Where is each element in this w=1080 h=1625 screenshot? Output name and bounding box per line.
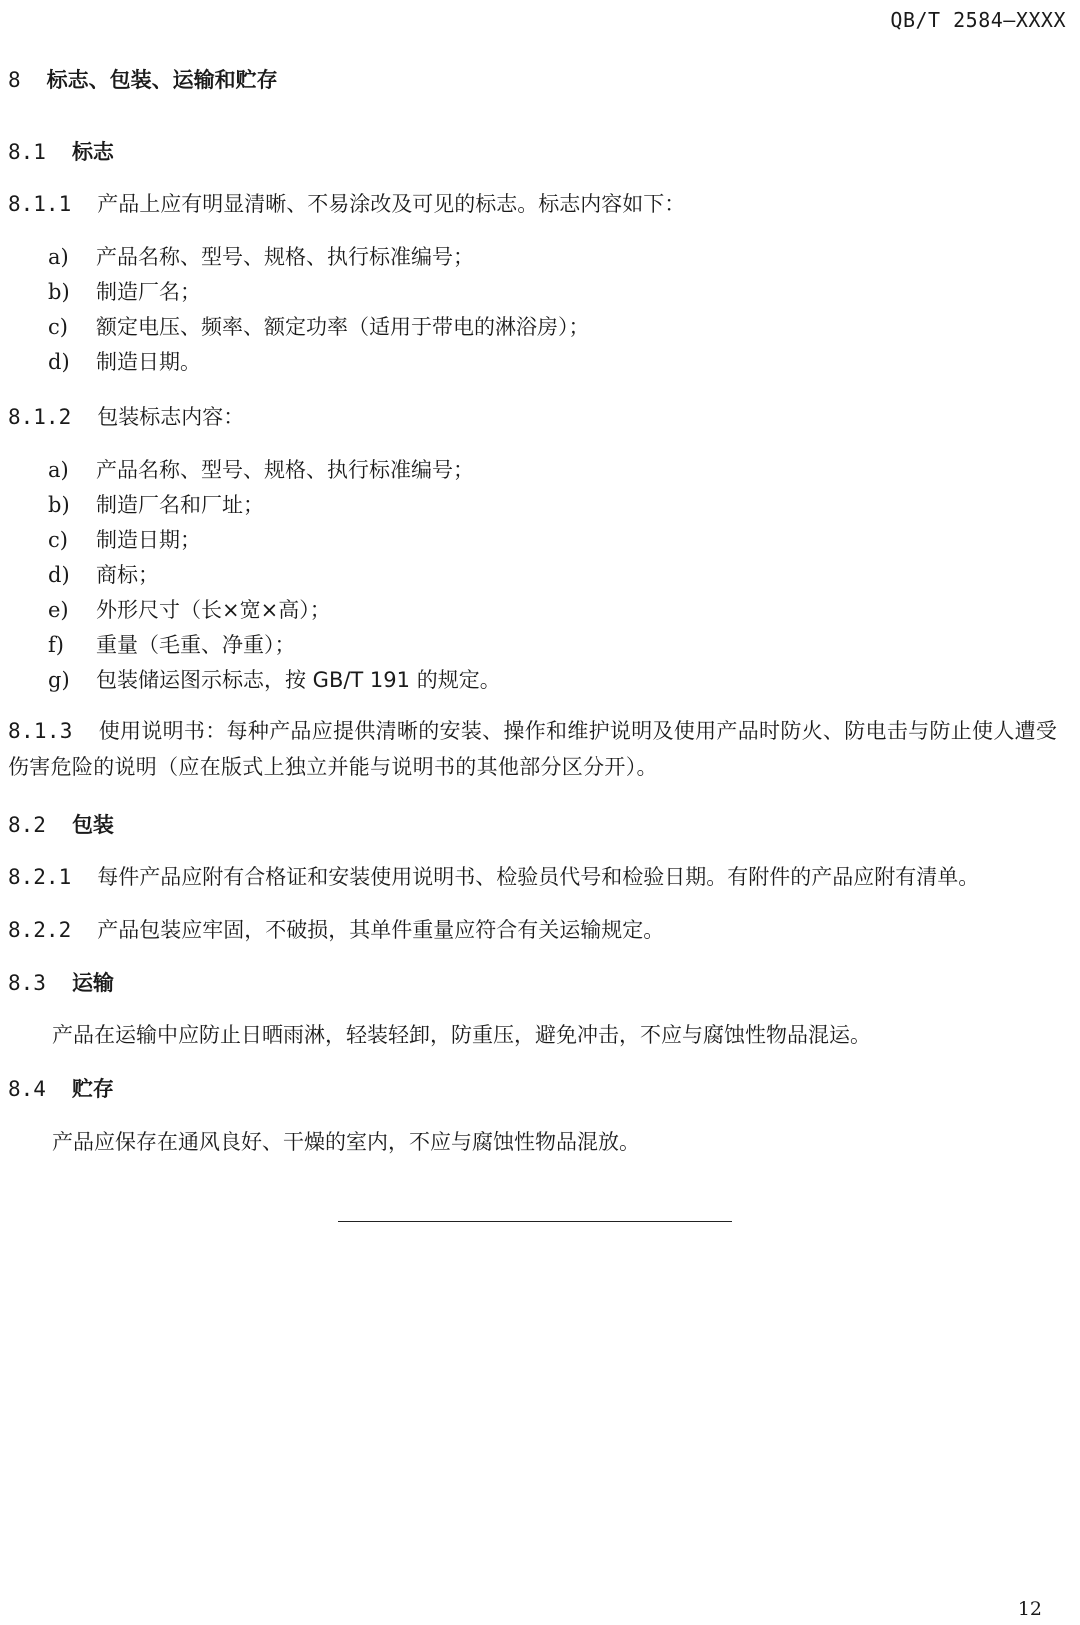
- list-item-label: b): [48, 493, 70, 517]
- clause-8-1-2: [8, 401, 244, 431]
- list-item-text: 制造厂名；: [96, 280, 201, 304]
- list-item-label: g): [48, 668, 70, 692]
- list-item-label: b): [48, 280, 70, 304]
- list-item-label: a): [48, 245, 69, 269]
- end-rule: [338, 1221, 732, 1222]
- section-title: 包装: [71, 813, 114, 837]
- clause-8-1-3: [8, 713, 1070, 785]
- list-item-text: 产品名称、型号、规格、执行标准编号；: [96, 458, 474, 482]
- section-8-2-heading: [8, 809, 114, 839]
- clause-number: 8.2.1: [8, 865, 72, 889]
- storage-text: 产品应保存在通风良好、干燥的室内，不应与腐蚀性物品混放。: [52, 1130, 640, 1154]
- section-title: 运输: [71, 971, 114, 995]
- list-item-label: a): [48, 458, 69, 482]
- clause-8-2-2: [8, 914, 664, 944]
- clause-number: 8.1.1: [8, 192, 72, 216]
- list-item: [48, 454, 474, 484]
- list-item: [48, 629, 296, 659]
- section-number: 8: [8, 68, 21, 92]
- list-item: [48, 311, 590, 341]
- list-item-label: e): [48, 598, 69, 622]
- transport-text: 产品在运输中应防止日晒雨淋，轻装轻卸，防重压，避免冲击，不应与腐蚀性物品混运。: [52, 1023, 871, 1047]
- list-item: [48, 664, 501, 694]
- section-8-4-heading: [8, 1073, 114, 1103]
- list-item: [48, 594, 331, 624]
- clause-number: 8.1.3: [8, 719, 73, 743]
- section-title: 标志、包装、运输和贮存: [46, 68, 278, 92]
- list-item: [48, 489, 264, 519]
- list-item-text: 制造厂名和厂址；: [96, 493, 264, 517]
- section-number: 8.3: [8, 971, 46, 995]
- section-number: 8.2: [8, 813, 46, 837]
- clause-text: 每件产品应附有合格证和安装使用说明书、检验员代号和检验日期。有附件的产品应附有清单。: [97, 865, 980, 889]
- list-item-text: 商标；: [96, 563, 159, 587]
- list-item-text: 制造日期；: [96, 528, 201, 552]
- section-number: 8.4: [8, 1077, 46, 1101]
- list-item: [48, 276, 201, 306]
- list-item-text: 制造日期。: [96, 350, 201, 374]
- clause-number: 8.1.2: [8, 405, 72, 429]
- list-item-label: d): [48, 563, 70, 587]
- list-item: [48, 559, 159, 589]
- list-item-label: f): [48, 633, 64, 657]
- section-title: 标志: [71, 140, 114, 164]
- clause-text: 产品上应有明显清晰、不易涂改及可见的标志。标志内容如下：: [97, 192, 686, 216]
- clause-number: 8.2.2: [8, 918, 72, 942]
- clause-8-1-1: [8, 188, 685, 218]
- section-title: 贮存: [71, 1077, 114, 1101]
- list-item: [48, 241, 474, 271]
- list-item-label: d): [48, 350, 70, 374]
- list-item: [48, 524, 201, 554]
- list-item-text: 产品名称、型号、规格、执行标准编号；: [96, 245, 474, 269]
- page-number: 12: [1017, 1598, 1042, 1620]
- list-item-text: 包装储运图示标志，按 GB/T 191 的规定。: [96, 668, 501, 692]
- list-item-text: 额定电压、频率、额定功率（适用于带电的淋浴房）；: [96, 315, 590, 339]
- section-8-3-heading: [8, 967, 114, 997]
- list-item-text: 重量（毛重、净重）；: [96, 633, 296, 657]
- list-item: [48, 346, 201, 376]
- section-number: 8.1: [8, 140, 46, 164]
- clause-text: 使用说明书：每种产品应提供清晰的安装、操作和维护说明及使用产品时防火、防电击与防止使人遭受伤害危险的说明（应在版式上独立并能与说明书的其他部分区分开）。: [8, 719, 1058, 779]
- list-item-text: 外形尺寸（长×宽×高）；: [96, 598, 331, 622]
- section-8-1-heading: [8, 136, 114, 166]
- clause-text: 产品包装应牢固，不破损，其单件重量应符合有关运输规定。: [97, 918, 665, 942]
- clause-8-2-1: [8, 861, 979, 891]
- section-8-heading: [8, 64, 278, 94]
- list-item-label: c): [48, 528, 68, 552]
- list-item-label: c): [48, 315, 68, 339]
- clause-text: 包装标志内容：: [97, 405, 245, 429]
- document-code: QB/T 2584—XXXX: [890, 8, 1066, 32]
